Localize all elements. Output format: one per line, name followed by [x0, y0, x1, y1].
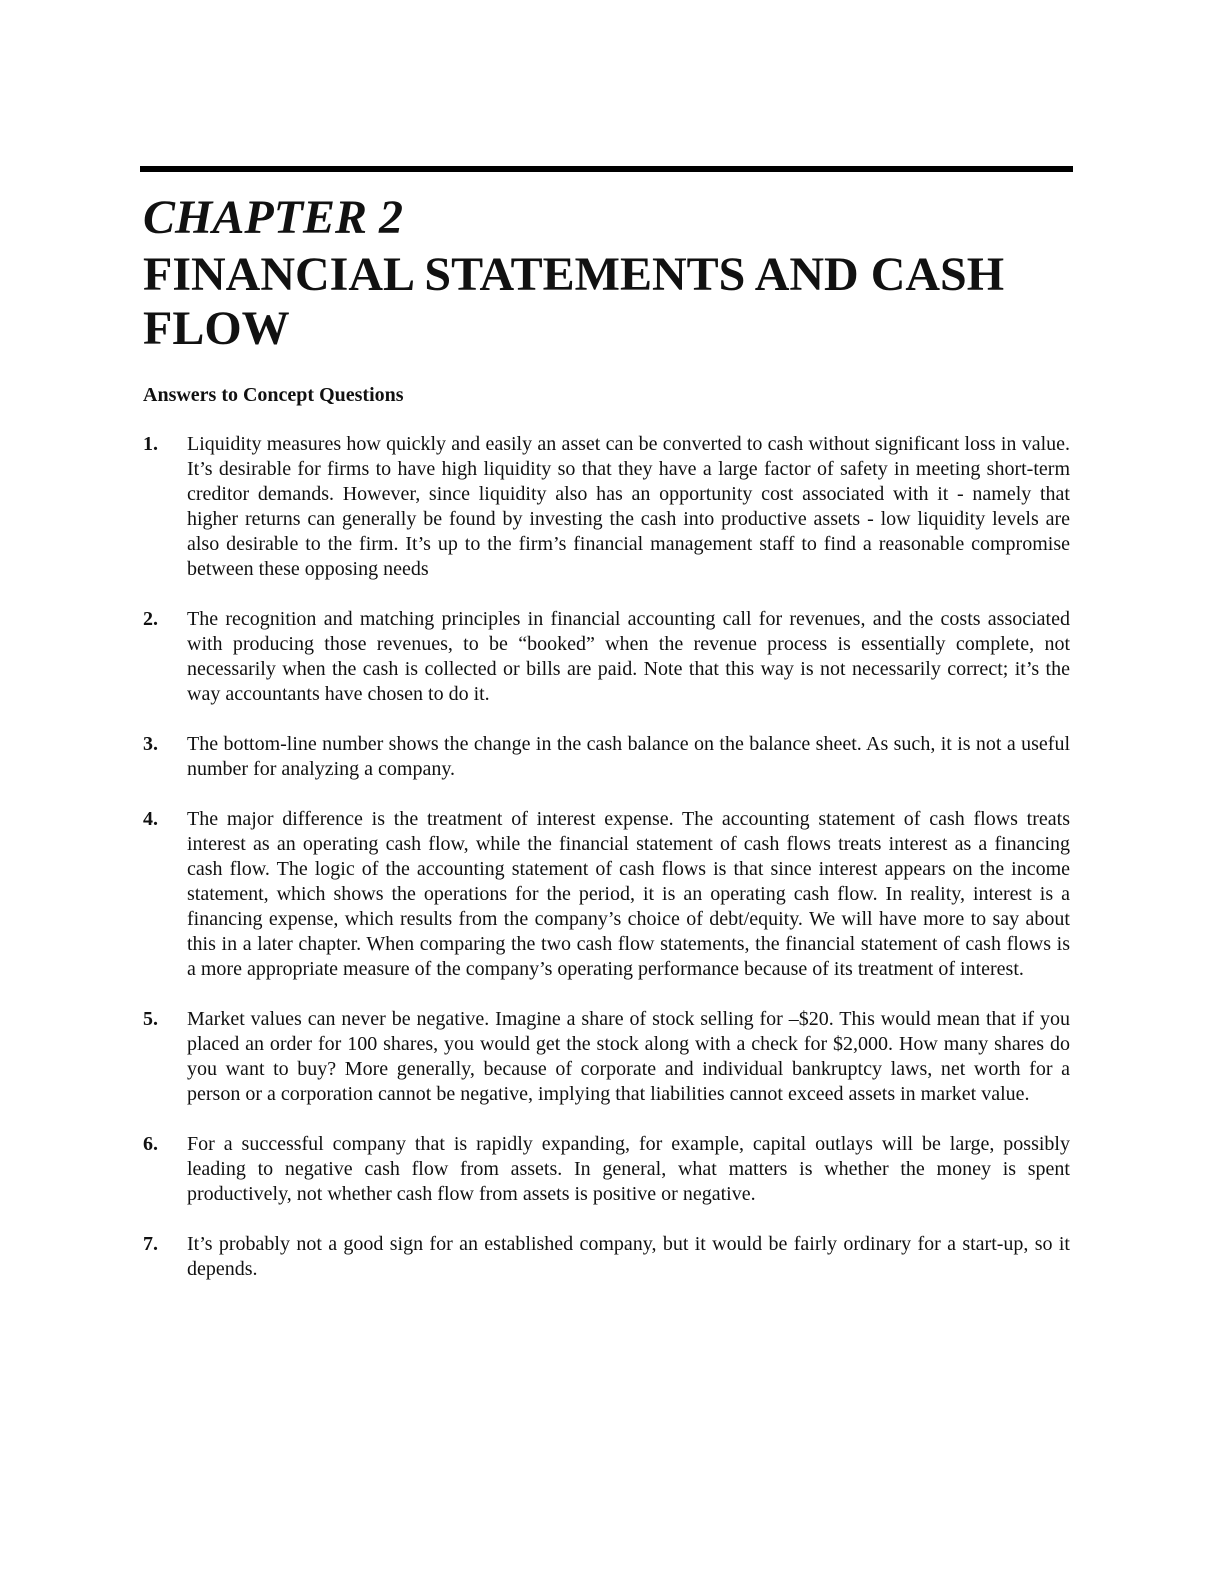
answer-text: The major difference is the treatment of interest expense. The accounting statement of cash flows treats interest as an operating cash flow, while the financial statement of cash flows treats interest as a financing cash flow. The logic of the accounting statement of cash flows is that since interest appears on the income statement, which shows the operations for the period, it is an operating cash flow. In reality, interest is a financing expense, which results from the company’s choice of debt/equity. We will have more to say about this in a later chapter. When comparing the two cash flow statements, the financial statement of cash flows is a more appropriate measure of the company’s operating performance because of its treatment of interest.: [187, 808, 1070, 980]
answer-text: The recognition and matching principles in financial accounting call for revenues, and the costs associated with producing those revenues, to be “booked” when the revenue process is essentially complete, not necessarily when the cash is collected or bills are paid. Note that this way is not necessarily correct; it’s the way accountants have chosen to do it.: [187, 608, 1070, 705]
answer-number: 2.: [143, 608, 158, 630]
answer-number: 3.: [143, 733, 158, 755]
answer-text: It’s probably not a good sign for an established company, but it would be fairly ordinary for a start-up, so it depends.: [187, 1233, 1070, 1280]
answer-text: Liquidity measures how quickly and easily an asset can be converted to cash without significant loss in value. It’s desirable for firms to have high liquidity so that they have a large factor of safety in meeting short-term creditor demands. However, since liquidity also has an opportunity cost associated with it - namely that higher returns can generally be found by investing the cash into productive assets - low liquidity levels are also desirable to the firm. It’s up to the firm’s financial management staff to find a reasonable compromise between these opposing needs: [187, 433, 1070, 580]
answer-number: 1.: [143, 433, 158, 455]
answer-number: 6.: [143, 1133, 158, 1155]
answer-item-5: [143, 1007, 1070, 1107]
answer-item-4: [143, 807, 1070, 982]
answer-text: Market values can never be negative. Imagine a share of stock selling for –$20. This would mean that if you placed an order for 100 shares, you would get the stock along with a check for $2,000. How many shares do you want to buy? More generally, because of corporate and individual bankruptcy laws, net worth for a person or a corporation cannot be negative, implying that liabilities cannot exceed assets in market value.: [187, 1008, 1070, 1105]
answer-number: 5.: [143, 1008, 158, 1030]
answer-item-3: [143, 732, 1070, 782]
answer-number: 7.: [143, 1233, 158, 1255]
answer-text: The bottom-line number shows the change in the cash balance on the balance sheet. As such, it is not a useful number for analyzing a company.: [187, 733, 1070, 780]
section-heading: Answers to Concept Questions: [143, 384, 404, 406]
answer-item-2: [143, 607, 1070, 707]
answer-number: 4.: [143, 808, 158, 830]
top-horizontal-rule: [140, 166, 1073, 172]
answer-list: [143, 432, 1070, 1307]
chapter-title: FINANCIAL STATEMENTS AND CASH FLOW: [143, 248, 1005, 355]
answer-text: For a successful company that is rapidly expanding, for example, capital outlays will be large, possibly leading to negative cash flow from assets. In general, what matters is whether the money is spent productively, not whether cash flow from assets is positive or negative.: [187, 1133, 1070, 1205]
answer-item-7: [143, 1232, 1070, 1282]
answer-item-6: [143, 1132, 1070, 1207]
answer-item-1: [143, 432, 1070, 582]
chapter-label: CHAPTER 2: [143, 191, 404, 244]
